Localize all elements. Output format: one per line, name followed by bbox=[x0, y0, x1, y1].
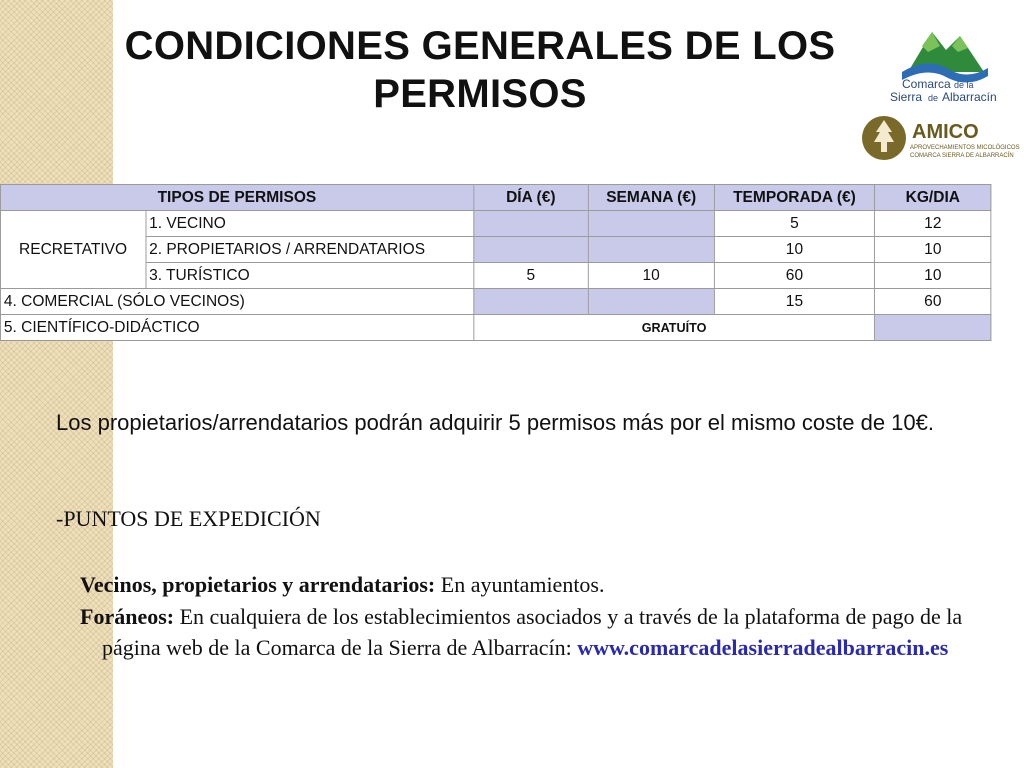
row-label: 3. TURÍSTICO bbox=[146, 263, 474, 289]
header-semana: SEMANA (€) bbox=[588, 185, 714, 211]
row-label: 5. CIENTÍFICO-DIDÁCTICO bbox=[0, 315, 473, 341]
cell-dia bbox=[473, 237, 588, 263]
cell-kg bbox=[875, 315, 991, 341]
cell-temporada: 10 bbox=[714, 237, 875, 263]
cell-kg: 10 bbox=[875, 237, 991, 263]
cell-semana bbox=[588, 211, 714, 237]
table-row bbox=[0, 289, 990, 315]
row-label: 1. VECINO bbox=[146, 211, 474, 237]
title-line-2: PERMISOS bbox=[373, 72, 587, 116]
cell-dia: 5 bbox=[473, 263, 588, 289]
header-kg: KG/DIA bbox=[875, 185, 991, 211]
header-dia: DÍA (€) bbox=[473, 185, 588, 211]
cell-semana bbox=[588, 289, 714, 315]
comarca-text-2: Sierra bbox=[890, 90, 923, 104]
cell-dia bbox=[473, 289, 588, 315]
table-row bbox=[0, 211, 990, 237]
comarca-text-1: Comarca bbox=[902, 77, 951, 91]
amico-name: AMICO bbox=[912, 121, 979, 143]
cell-dia bbox=[473, 211, 588, 237]
table-row bbox=[0, 237, 990, 263]
amico-logo bbox=[860, 112, 1020, 164]
comarca-text-dela: de la bbox=[954, 80, 974, 90]
puntos-heading: -PUNTOS DE EXPEDICIÓN bbox=[56, 506, 321, 531]
website-link[interactable]: www.comarcadelasierradealbarracin.es bbox=[577, 635, 949, 660]
cell-kg: 12 bbox=[875, 211, 991, 237]
group-label: RECRETATIVO bbox=[0, 211, 145, 289]
cell-semana: 10 bbox=[588, 263, 714, 289]
row-label: 4. COMERCIAL (SÓLO VECINOS) bbox=[0, 289, 473, 315]
info-paragraph: Los propietarios/arrendatarios podrán adquirir 5 permisos más por el mismo coste de 10€. bbox=[56, 410, 934, 435]
comarca-text-3: Albarracín bbox=[942, 90, 997, 104]
cell-temporada: 60 bbox=[714, 263, 875, 289]
amico-subtitle-1: APROVECHAMIENTOS MICOLÓGICOS bbox=[910, 145, 1020, 151]
bullet-vecinos-label: Vecinos, propietarios y arrendatarios: bbox=[80, 572, 436, 597]
cell-kg: 10 bbox=[875, 263, 991, 289]
comarca-logo bbox=[888, 26, 1024, 106]
comarca-text-de: de bbox=[928, 93, 939, 103]
cell-semana bbox=[588, 237, 714, 263]
header-tipos: TIPOS DE PERMISOS bbox=[0, 185, 473, 211]
bullet-foraneos bbox=[80, 601, 982, 663]
permits-table bbox=[0, 184, 991, 341]
amico-subtitle-2: COMARCA SIERRA DE ALBARRACÍN bbox=[910, 153, 1014, 159]
cell-temporada: 5 bbox=[714, 211, 875, 237]
title-line-1: CONDICIONES GENERALES DE LOS bbox=[124, 24, 836, 68]
bullet-foraneos-label: Foráneos: bbox=[80, 604, 175, 629]
bullet-vecinos-text: En ayuntamientos. bbox=[435, 572, 605, 597]
cell-gratuito: GRATUÍTO bbox=[473, 315, 874, 341]
cell-temporada: 15 bbox=[714, 289, 875, 315]
table-header-row bbox=[0, 185, 990, 211]
table-row bbox=[0, 315, 990, 341]
table-row bbox=[0, 263, 990, 289]
row-label: 2. PROPIETARIOS / ARRENDATARIOS bbox=[146, 237, 474, 263]
bullet-vecinos bbox=[80, 569, 960, 600]
bullet-foraneos-text: En cualquiera de los establecimientos asociados y a través de la plataforma de pago de la página web de la Comarca de la Sierra de Albarracín: bbox=[102, 604, 963, 660]
cell-kg: 60 bbox=[875, 289, 991, 315]
header-temporada: TEMPORADA (€) bbox=[714, 185, 875, 211]
slide-title bbox=[60, 22, 900, 118]
